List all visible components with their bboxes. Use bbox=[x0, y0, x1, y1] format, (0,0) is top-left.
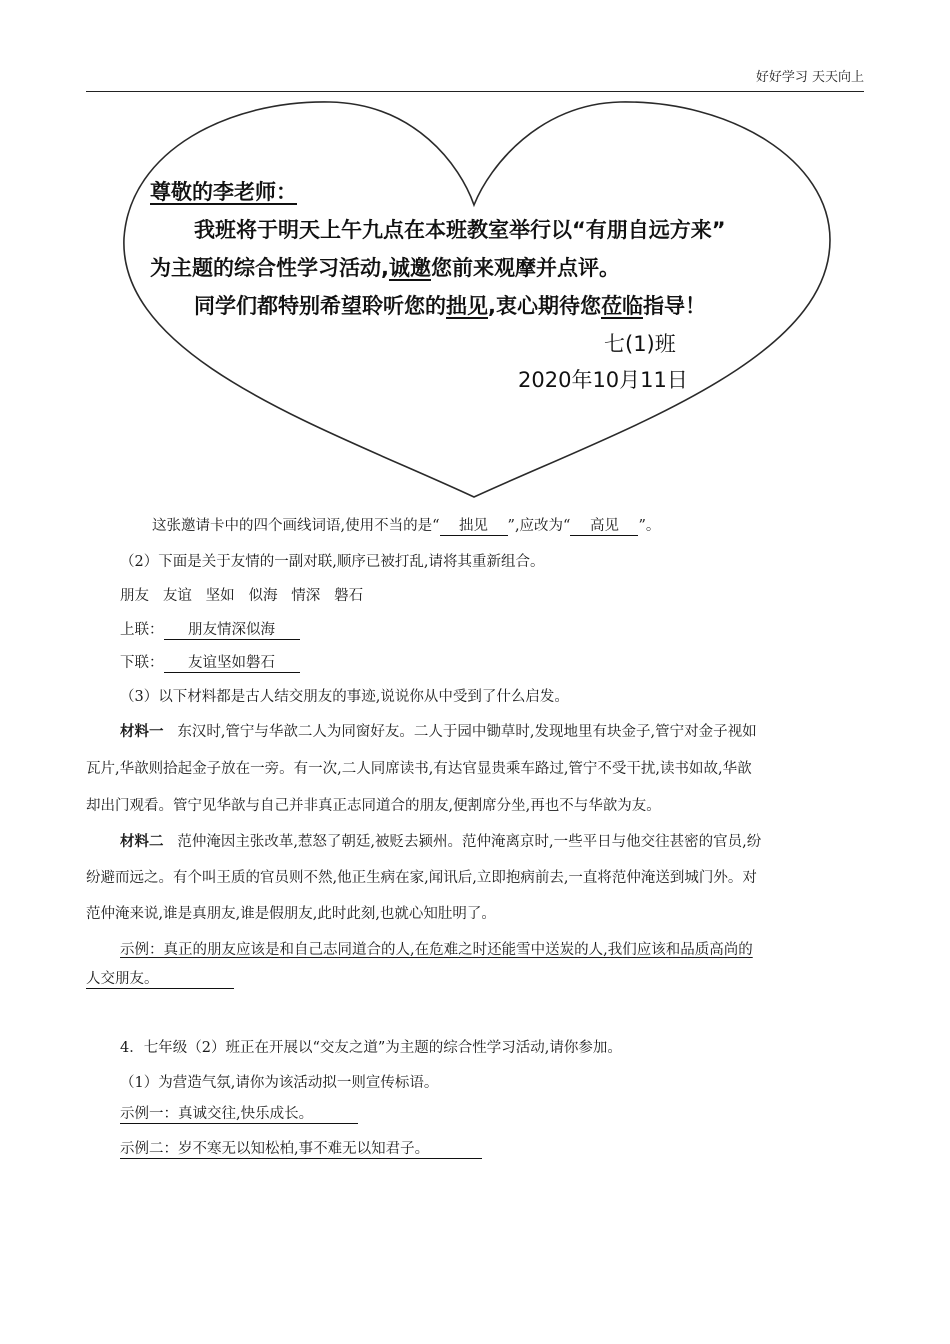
q4-example-2-text: 示例二：岁不寒无以知松柏,事不难无以知君子。 bbox=[120, 1141, 482, 1159]
q1-text-b: ”,应改为“ bbox=[507, 518, 571, 534]
card-line-3 bbox=[194, 290, 706, 320]
material-2-line-1 bbox=[120, 830, 761, 851]
q2-lower-couplet bbox=[120, 651, 300, 673]
q4-example-1 bbox=[120, 1106, 358, 1124]
q1-answer-2: 高见 bbox=[570, 518, 638, 536]
card-date: 2020年10月11日 bbox=[518, 368, 688, 392]
card-line-1: 我班将于明天上午九点在本班教室举行以“有朋自远方来” bbox=[194, 218, 726, 242]
q2-prompt: （2）下面是关于友情的一副对联,顺序已被打乱,请将其重新组合。 bbox=[120, 554, 545, 570]
material-1-label: 材料一 bbox=[120, 723, 164, 740]
q3-answer-line-2 bbox=[86, 971, 234, 989]
material-2-line-3: 范仲淹来说,谁是真朋友,谁是假朋友,此时此刻,也就心知肚明了。 bbox=[86, 906, 496, 922]
material-1-line-3: 却出门观看。管宁见华歆与自己并非真正志同道合的朋友,便割席分坐,再也不与华歆为友。 bbox=[86, 798, 661, 814]
material-1-line-1 bbox=[120, 720, 757, 741]
card-signature: 七(1)班 bbox=[604, 332, 676, 356]
header-motto: 好好学习 天天向上 bbox=[755, 70, 864, 85]
q4-stem: 4．七年级（2）班正在开展以“交友之道”为主题的综合性学习活动,请你参加。 bbox=[120, 1040, 622, 1056]
material-1-text-1: 东汉时,管宁与华歆二人为同窗好友。二人于园中锄草时,发现地里有块金子,管宁对金子视如 bbox=[177, 724, 757, 740]
material-2-line-2: 纷避而远之。有个叫王质的官员则不然,他正生病在家,闻讯后,立即抱病前去,一直将范仲淹送到城门外。对 bbox=[86, 870, 757, 886]
q1-answer-line bbox=[152, 514, 660, 536]
q3-prompt: （3）以下材料都是古人结交朋友的事迹,说说你从中受到了什么启发。 bbox=[120, 689, 569, 705]
q2-upper-answer: 朋友情深似海 bbox=[164, 622, 300, 640]
card-line-2-part-a: 为主题的综合性学习活动, bbox=[150, 256, 389, 280]
material-2-text-1: 范仲淹因主张改革,惹怒了朝廷,被贬去颍州。范仲淹离京时,一些平日与他交往甚密的官员,纷 bbox=[177, 834, 762, 850]
q2-lower-answer: 友谊坚如磐石 bbox=[164, 655, 300, 673]
q2-lower-label: 下联： bbox=[120, 655, 164, 671]
card-underlined-word-zhuojian: 拙见 bbox=[446, 294, 488, 318]
material-1-line-2: 瓦片,华歆则拾起金子放在一旁。有一次,二人同席读书,有达官显贵乘车路过,管宁不受干扰,读书如故,华歆 bbox=[86, 761, 752, 777]
q4-example-1-text: 示例一：真诚交往,快乐成长。 bbox=[120, 1106, 358, 1124]
q1-text-c: ”。 bbox=[638, 518, 661, 534]
q1-text-a: 这张邀请卡中的四个画线词语,使用不当的是“ bbox=[152, 518, 440, 534]
card-underlined-word-chengyao: 诚邀 bbox=[388, 256, 431, 280]
q2-upper-couplet bbox=[120, 618, 300, 640]
q3-answer-line-1: 示例：真正的朋友应该是和自己志同道合的人,在危难之时还能雪中送炭的人,我们应该和品质高尚的 bbox=[120, 942, 753, 958]
q3-answer-line-2-text: 人交朋友。 bbox=[86, 971, 234, 989]
card-greeting bbox=[150, 176, 297, 206]
card-line-3-part-c: 指导！ bbox=[642, 294, 706, 318]
q4-example-2 bbox=[120, 1141, 482, 1159]
card-greeting-text: 尊敬的李老师： bbox=[150, 180, 297, 204]
card-line-2-part-b: 您前来观摩并点评。 bbox=[430, 256, 620, 280]
q4-sub-1: （1）为营造气氛,请你为该活动拟一则宣传标语。 bbox=[120, 1075, 439, 1091]
card-underlined-word-lilin: 莅临 bbox=[600, 294, 643, 318]
q2-word-list: 朋友 友谊 坚如 似海 情深 磐石 bbox=[120, 588, 364, 604]
q1-answer-1: 拙见 bbox=[440, 518, 508, 536]
card-line-2 bbox=[150, 252, 620, 282]
material-2-label: 材料二 bbox=[120, 833, 164, 850]
q2-upper-label: 上联： bbox=[120, 622, 164, 638]
card-line-3-part-b: ,衷心期待您 bbox=[488, 294, 601, 318]
card-line-3-part-a: 同学们都特别希望聆听您的 bbox=[194, 294, 446, 318]
